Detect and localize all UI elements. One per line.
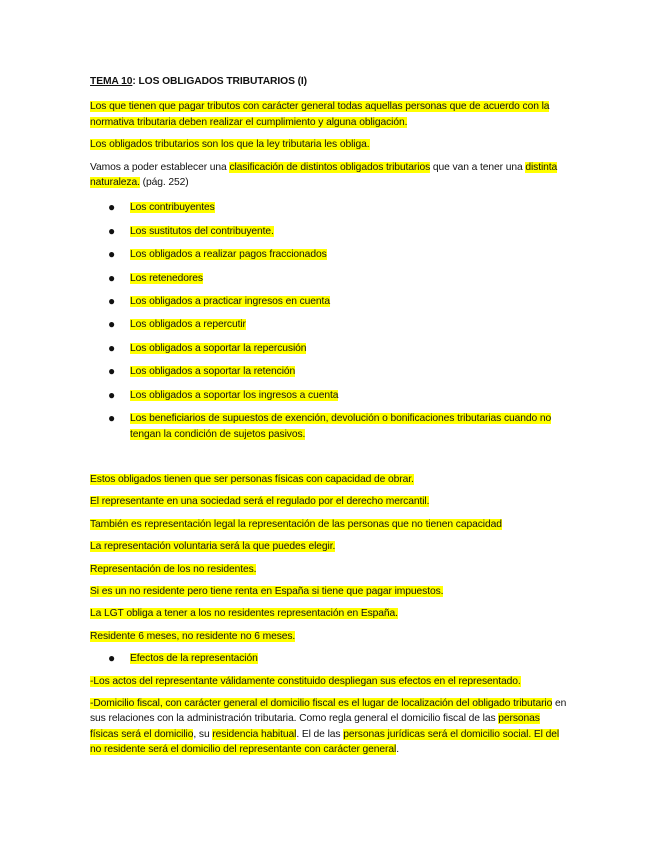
bullet-dot-icon: ● — [108, 317, 116, 332]
paragraph-definition: Los que tienen que pagar tributos con carácter general todas aquellas personas que de acuerdo con la normativa tributaria deben realizar el cumplimiento y alguna obligación. — [90, 101, 550, 128]
list-item: ● Los obligados a soportar la retención — [108, 364, 296, 379]
bullet-dot-icon: ● — [108, 411, 116, 426]
paragraph-representante: El representante en una sociedad será el regulado por el derecho mercantil. — [90, 496, 430, 508]
paragraph-residente: Residente 6 meses, no residente no 6 meses. — [90, 630, 296, 642]
list-item: ● Los obligados a soportar los ingresos a cuenta — [108, 387, 339, 402]
list-item: ● Efectos de la representación — [108, 651, 258, 666]
list-item: ● Los obligados a soportar la repercusión — [108, 340, 307, 355]
paragraph-obligados: Los obligados tributarios son los que la ley tributaria les obliga. — [90, 139, 370, 151]
paragraph-representacion-voluntaria: La representación voluntaria será la que puedes elegir. — [90, 541, 336, 553]
spacer — [90, 450, 568, 472]
bullet-dot-icon: ● — [108, 294, 116, 309]
obligados-list — [90, 200, 568, 441]
list-item: ● Los obligados a realizar pagos fraccionados — [108, 247, 327, 262]
list-item: ● Los obligados a practicar ingresos en cuenta — [108, 294, 330, 309]
list-item: ● Los sustitutos del contribuyente. — [108, 223, 274, 238]
paragraph-domicilio: -Domicilio fiscal, con carácter general el domicilio fiscal es el lugar de localización del obligado tributario en sus relaciones con la administración tributaria. Como regla general el domicilio fiscal de las personas físicas será el domicilio, su residencia habitual. El de las personas jurídicas será el domicilio social. El del no residente será el domicilio del representante con carácter general. — [90, 697, 567, 756]
bullet-dot-icon: ● — [108, 340, 116, 355]
list-item: ● Los contribuyentes — [108, 200, 215, 215]
paragraph-capacidad: Estos obligados tienen que ser personas físicas con capacidad de obrar. — [90, 473, 414, 485]
document-body — [90, 74, 568, 765]
list-item: ● Los beneficiarios de supuestos de exención, devolución o bonificaciones tributarias cuando no tengan la condición de sujetos pasivos. — [108, 411, 552, 440]
paragraph-representacion-legal: También es representación legal la representación de las personas que no tienen capacidad — [90, 518, 502, 530]
bullet-dot-icon: ● — [108, 651, 116, 666]
paragraph-intro: Vamos a poder establecer una clasificación de distintos obligados tributarios que van a tener una distinta naturaleza. (pág. 252) — [90, 161, 558, 189]
paragraph-lgt: La LGT obliga a tener a los no residentes representación en España. — [90, 608, 398, 620]
list-item: ● Los obligados a repercutir — [108, 317, 246, 332]
paragraph-renta-espana: Si es un no residente pero tiene renta en España si tiene que pagar impuestos. — [90, 585, 444, 597]
bullet-dot-icon: ● — [108, 387, 116, 402]
paragraph-efectos: -Los actos del representante válidamente constituido despliegan sus efectos en el representado. — [90, 675, 521, 687]
list-item: ● Los retenedores — [108, 270, 203, 285]
bullet-dot-icon: ● — [108, 247, 116, 262]
bullet-dot-icon: ● — [108, 200, 116, 215]
bullet-dot-icon: ● — [108, 223, 116, 238]
bullet-dot-icon: ● — [108, 270, 116, 285]
page-title: TEMA 10: LOS OBLIGADOS TRIBUTARIOS (I) — [90, 76, 308, 87]
efectos-list — [90, 651, 568, 666]
paragraph-no-residentes: Representación de los no residentes. — [90, 563, 257, 575]
bullet-dot-icon: ● — [108, 364, 116, 379]
